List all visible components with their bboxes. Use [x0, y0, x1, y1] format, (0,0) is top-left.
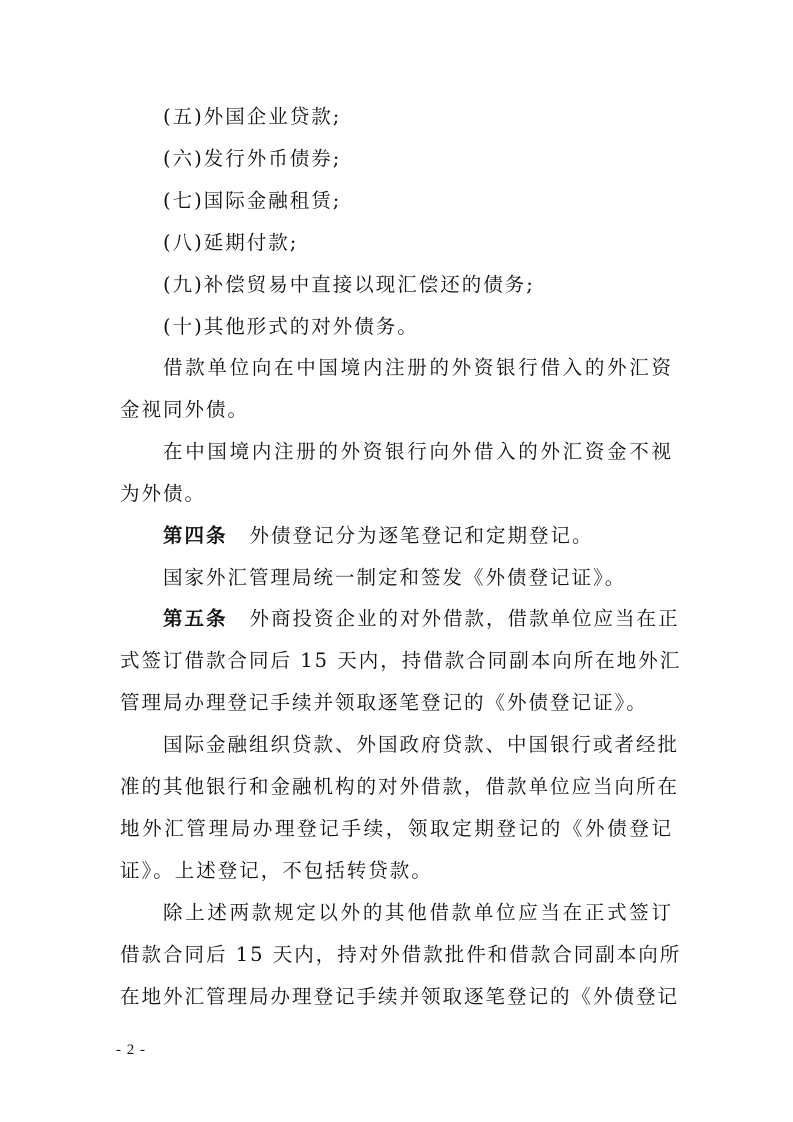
- item-text: 延期付款;: [203, 231, 299, 254]
- page-number: - 2 -: [116, 1042, 146, 1058]
- article-4-heading: 第四条: [163, 524, 228, 547]
- item-text: 其他形式的对外债务。: [203, 315, 419, 338]
- list-item: [163, 187, 341, 215]
- list-item: [163, 145, 341, 173]
- paragraph-line: 证》。上述登记，不包括转贷款。: [120, 859, 433, 882]
- paragraph-line: 除上述两款规定以外的其他借款单位应当在正式签订: [163, 901, 673, 924]
- item-label: (十): [163, 315, 204, 338]
- article-4: [163, 522, 594, 550]
- item-text: 国际金融租赁;: [203, 189, 342, 212]
- paragraph-line: 准的其他银行和金融机构的对外借款，借款单位应当向所在: [120, 775, 680, 798]
- item-label: (八): [163, 231, 204, 254]
- article-4-text: 外债登记分为逐笔登记和定期登记。: [249, 524, 594, 547]
- item-label: (七): [163, 189, 204, 212]
- paragraph-line: 式签订借款合同后 15 天内，持借款合同副本向所在地外汇: [120, 649, 682, 672]
- article-5: [163, 605, 680, 633]
- paragraph-line: 地外汇管理局办理登记手续，领取定期登记的《外债登记: [120, 817, 673, 840]
- list-item: [163, 313, 419, 341]
- article-5-text: 外商投资企业的对外借款，借款单位应当在正: [249, 607, 680, 630]
- item-label: (五): [163, 105, 204, 128]
- paragraph-line: 管理局办理登记手续并领取逐笔登记的《外债登记证》。: [120, 691, 648, 714]
- list-item: [163, 271, 535, 299]
- paragraph-line: 在地外汇管理局办理登记手续并领取逐笔登记的《外债登记: [120, 985, 680, 1008]
- paragraph-line: 在中国境内注册的外资银行向外借入的外汇资金不视: [163, 440, 673, 463]
- item-label: (六): [163, 147, 204, 170]
- paragraph-line: 借款单位向在中国境内注册的外资银行借入的外汇资: [163, 356, 673, 379]
- paragraph-line: 国际金融组织贷款、外国政府贷款、中国银行或者经批: [163, 733, 680, 756]
- item-text: 外国企业贷款;: [203, 105, 342, 128]
- paragraph-line: 为外债。: [120, 482, 207, 505]
- item-text: 补偿贸易中直接以现汇偿还的债务;: [203, 273, 535, 296]
- paragraph-line: 金视同外债。: [120, 398, 250, 421]
- paragraph-line: 国家外汇管理局统一制定和签发《外债登记证》。: [163, 566, 627, 589]
- item-text: 发行外币债券;: [203, 147, 342, 170]
- list-item: [163, 229, 298, 257]
- article-5-heading: 第五条: [163, 607, 228, 630]
- item-label: (九): [163, 273, 204, 296]
- list-item: [163, 103, 341, 131]
- paragraph-line: 借款合同后 15 天内，持对外借款批件和借款合同副本向所: [120, 943, 682, 966]
